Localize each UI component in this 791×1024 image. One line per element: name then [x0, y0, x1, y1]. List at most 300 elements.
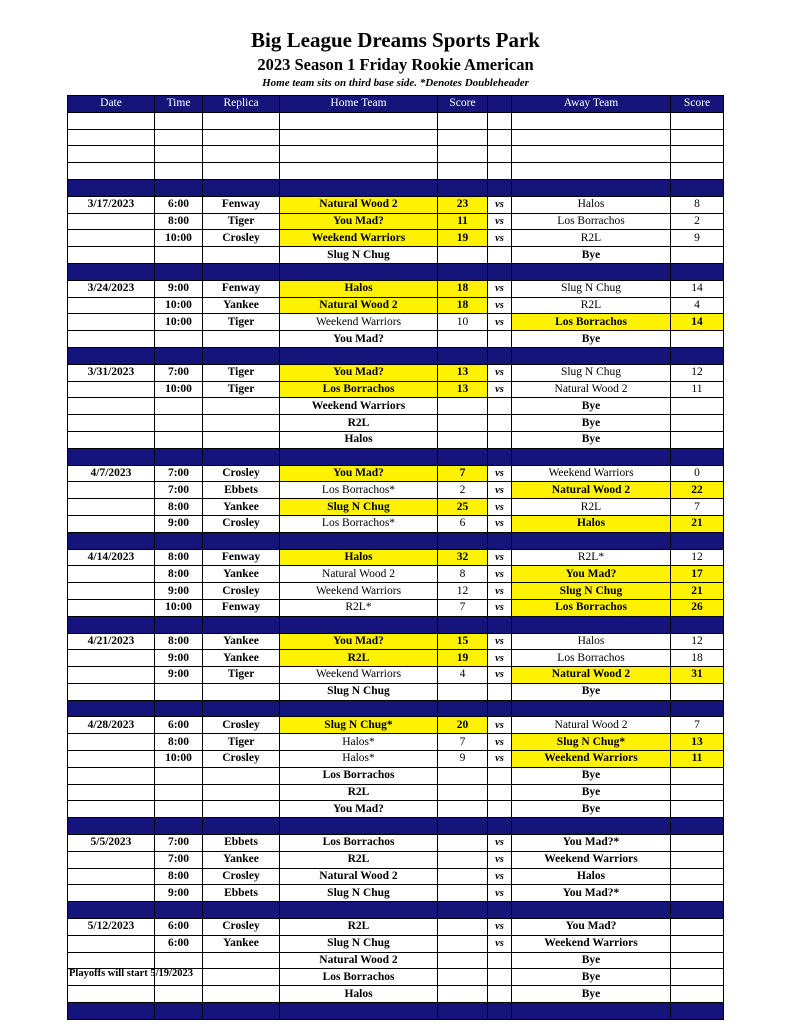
vs-cell: vs [488, 650, 512, 667]
away-score-cell: 4 [671, 297, 724, 314]
date-cell [68, 230, 155, 247]
away-score-cell [671, 431, 724, 448]
away-score-cell [671, 969, 724, 986]
home-score-cell [438, 331, 488, 348]
table-row [68, 633, 724, 650]
home-team-cell: Weekend Warriors [280, 398, 438, 415]
home-score-cell: 8 [438, 566, 488, 583]
date-cell [68, 868, 155, 885]
home-score-cell: 6 [438, 515, 488, 532]
home-team-cell: Weekend Warriors [280, 230, 438, 247]
away-score-cell [671, 683, 724, 700]
away-team-cell: Halos [512, 868, 671, 885]
home-score-cell [438, 885, 488, 902]
away-score-cell [671, 801, 724, 818]
vs-cell: vs [488, 196, 512, 213]
date-cell [68, 415, 155, 432]
home-score-cell [438, 163, 488, 180]
home-team-cell: Halos [280, 431, 438, 448]
time-cell [155, 431, 203, 448]
date-cell [68, 784, 155, 801]
home-team-cell: Slug N Chug [280, 499, 438, 516]
time-cell: 7:00 [155, 465, 203, 482]
col-home-score-header: Score [438, 96, 488, 113]
away-score-cell: 26 [671, 599, 724, 616]
away-score-cell: 2 [671, 213, 724, 230]
vs-cell: vs [488, 566, 512, 583]
time-cell [155, 683, 203, 700]
replica-cell [203, 952, 280, 969]
away-team-cell: Slug N Chug [512, 280, 671, 297]
table-row [68, 196, 724, 213]
home-score-cell: 23 [438, 196, 488, 213]
home-team-cell [280, 112, 438, 129]
replica-cell [203, 331, 280, 348]
replica-cell: Tiger [203, 213, 280, 230]
home-team-cell: Weekend Warriors [280, 667, 438, 684]
vs-cell [488, 767, 512, 784]
date-cell [68, 331, 155, 348]
vs-cell: vs [488, 851, 512, 868]
away-score-cell [671, 398, 724, 415]
away-team-cell: Bye [512, 986, 671, 1003]
vs-cell: vs [488, 515, 512, 532]
time-cell: 10:00 [155, 314, 203, 331]
replica-cell: Crosley [203, 465, 280, 482]
away-team-cell: Slug N Chug [512, 583, 671, 600]
table-row [68, 515, 724, 532]
away-team-cell: Bye [512, 683, 671, 700]
page-title: Big League Dreams Sports Park [251, 28, 540, 52]
home-team-cell: Los Borrachos [280, 835, 438, 852]
col-away-score-header: Score [671, 96, 724, 113]
home-score-cell: 4 [438, 667, 488, 684]
time-cell [155, 986, 203, 1003]
time-cell: 10:00 [155, 599, 203, 616]
vs-cell: vs [488, 280, 512, 297]
home-score-cell [438, 986, 488, 1003]
vs-cell: vs [488, 751, 512, 768]
replica-cell: Yankee [203, 935, 280, 952]
date-cell: 3/17/2023 [68, 196, 155, 213]
time-cell: 7:00 [155, 835, 203, 852]
vs-cell: vs [488, 885, 512, 902]
away-team-cell: You Mad?* [512, 885, 671, 902]
replica-cell: Yankee [203, 566, 280, 583]
home-score-cell [438, 112, 488, 129]
date-cell [68, 566, 155, 583]
home-score-cell: 15 [438, 633, 488, 650]
replica-cell: Fenway [203, 599, 280, 616]
home-team-cell: Natural Wood 2 [280, 952, 438, 969]
replica-cell: Fenway [203, 196, 280, 213]
time-cell: 8:00 [155, 633, 203, 650]
date-cell [68, 935, 155, 952]
replica-cell: Crosley [203, 751, 280, 768]
home-score-cell: 19 [438, 230, 488, 247]
playoffs-note: Playoffs will start 5/19/2023 [69, 968, 193, 979]
away-score-cell: 17 [671, 566, 724, 583]
replica-cell [203, 767, 280, 784]
vs-cell: vs [488, 734, 512, 751]
away-score-cell [671, 868, 724, 885]
away-score-cell [671, 767, 724, 784]
time-cell [155, 952, 203, 969]
away-team-cell: Bye [512, 398, 671, 415]
replica-cell: Tiger [203, 381, 280, 398]
table-row [68, 583, 724, 600]
replica-cell: Ebbets [203, 885, 280, 902]
replica-cell [203, 398, 280, 415]
home-team-cell: Los Borrachos [280, 767, 438, 784]
away-score-cell [671, 986, 724, 1003]
time-cell [155, 247, 203, 264]
vs-cell: vs [488, 364, 512, 381]
home-team-cell: Halos [280, 549, 438, 566]
table-row [68, 952, 724, 969]
home-team-cell: Los Borrachos [280, 381, 438, 398]
away-score-cell: 14 [671, 314, 724, 331]
date-cell [68, 499, 155, 516]
vs-cell [488, 952, 512, 969]
home-team-cell: R2L [280, 851, 438, 868]
away-team-cell: R2L [512, 230, 671, 247]
date-cell: 4/7/2023 [68, 465, 155, 482]
vs-cell [488, 112, 512, 129]
week-separator [68, 616, 724, 633]
home-team-cell: You Mad? [280, 465, 438, 482]
home-team-cell: Los Borrachos [280, 969, 438, 986]
table-row [68, 885, 724, 902]
home-team-cell: R2L [280, 784, 438, 801]
away-score-cell: 7 [671, 717, 724, 734]
week-separator [68, 902, 724, 919]
away-team-cell: R2L [512, 499, 671, 516]
date-cell [68, 767, 155, 784]
home-team-cell: You Mad? [280, 331, 438, 348]
vs-cell: vs [488, 667, 512, 684]
replica-cell: Crosley [203, 583, 280, 600]
col-home-team-header: Home Team [280, 96, 438, 113]
away-score-cell: 31 [671, 667, 724, 684]
away-score-cell: 0 [671, 465, 724, 482]
away-score-cell [671, 784, 724, 801]
table-row [68, 734, 724, 751]
vs-cell [488, 398, 512, 415]
home-team-cell: Natural Wood 2 [280, 196, 438, 213]
away-score-cell: 9 [671, 230, 724, 247]
time-cell: 9:00 [155, 667, 203, 684]
table-row [68, 146, 724, 163]
away-score-cell [671, 851, 724, 868]
home-team-cell: R2L [280, 415, 438, 432]
away-score-cell: 7 [671, 499, 724, 516]
time-cell [155, 767, 203, 784]
away-team-cell: Bye [512, 415, 671, 432]
vs-cell: vs [488, 482, 512, 499]
time-cell: 9:00 [155, 583, 203, 600]
date-cell [68, 986, 155, 1003]
time-cell [155, 146, 203, 163]
replica-cell: Yankee [203, 297, 280, 314]
home-score-cell: 10 [438, 314, 488, 331]
home-team-cell: Weekend Warriors [280, 583, 438, 600]
col-replica-header: Replica [203, 96, 280, 113]
vs-cell [488, 784, 512, 801]
home-team-cell: Slug N Chug* [280, 717, 438, 734]
replica-cell: Tiger [203, 364, 280, 381]
home-team-cell: Slug N Chug [280, 935, 438, 952]
time-cell [155, 163, 203, 180]
table-row [68, 683, 724, 700]
week-separator [68, 347, 724, 364]
time-cell: 8:00 [155, 549, 203, 566]
vs-cell: vs [488, 717, 512, 734]
away-team-cell: Natural Wood 2 [512, 482, 671, 499]
vs-cell: vs [488, 919, 512, 936]
home-score-cell [438, 415, 488, 432]
away-team-cell: Slug N Chug [512, 364, 671, 381]
replica-cell: Yankee [203, 650, 280, 667]
vs-cell [488, 801, 512, 818]
date-cell: 5/5/2023 [68, 835, 155, 852]
time-cell: 7:00 [155, 851, 203, 868]
table-row [68, 297, 724, 314]
schedule-body [68, 112, 724, 1019]
replica-cell [203, 431, 280, 448]
date-cell [68, 314, 155, 331]
replica-cell: Crosley [203, 717, 280, 734]
table-row [68, 482, 724, 499]
home-score-cell: 7 [438, 465, 488, 482]
date-cell [68, 163, 155, 180]
time-cell [155, 415, 203, 432]
date-cell [68, 650, 155, 667]
away-score-cell [671, 835, 724, 852]
home-team-cell: Slug N Chug [280, 247, 438, 264]
home-team-cell [280, 163, 438, 180]
replica-cell: Crosley [203, 868, 280, 885]
away-score-cell [671, 331, 724, 348]
away-score-cell [671, 415, 724, 432]
replica-cell [203, 415, 280, 432]
home-score-cell [438, 683, 488, 700]
home-team-cell: Halos [280, 280, 438, 297]
vs-cell [488, 146, 512, 163]
replica-cell: Tiger [203, 667, 280, 684]
vs-cell: vs [488, 583, 512, 600]
table-row [68, 549, 724, 566]
home-score-cell [438, 935, 488, 952]
home-score-cell: 11 [438, 213, 488, 230]
table-row [68, 650, 724, 667]
home-team-cell [280, 129, 438, 146]
home-score-cell [438, 969, 488, 986]
time-cell: 9:00 [155, 515, 203, 532]
away-team-cell: Los Borrachos [512, 213, 671, 230]
week-separator [68, 1003, 724, 1020]
home-score-cell [438, 784, 488, 801]
away-team-cell [512, 163, 671, 180]
table-row [68, 784, 724, 801]
replica-cell [203, 247, 280, 264]
away-team-cell: Halos [512, 633, 671, 650]
replica-cell: Crosley [203, 919, 280, 936]
vs-cell: vs [488, 868, 512, 885]
time-cell [155, 801, 203, 818]
time-cell: 9:00 [155, 885, 203, 902]
time-cell: 8:00 [155, 734, 203, 751]
vs-cell: vs [488, 465, 512, 482]
away-team-cell: Bye [512, 331, 671, 348]
away-team-cell: Natural Wood 2 [512, 717, 671, 734]
home-team-cell: Los Borrachos* [280, 482, 438, 499]
home-score-cell: 32 [438, 549, 488, 566]
away-team-cell: Halos [512, 515, 671, 532]
home-score-cell: 12 [438, 583, 488, 600]
time-cell: 6:00 [155, 196, 203, 213]
home-team-cell: You Mad? [280, 213, 438, 230]
replica-cell: Crosley [203, 230, 280, 247]
home-score-cell: 2 [438, 482, 488, 499]
table-row [68, 431, 724, 448]
away-score-cell: 13 [671, 734, 724, 751]
home-team-cell: Halos* [280, 734, 438, 751]
time-cell: 10:00 [155, 297, 203, 314]
home-score-cell [438, 398, 488, 415]
table-row [68, 415, 724, 432]
vs-cell: vs [488, 230, 512, 247]
home-score-cell: 9 [438, 751, 488, 768]
home-score-cell [438, 146, 488, 163]
table-row [68, 667, 724, 684]
replica-cell: Crosley [203, 515, 280, 532]
vs-cell [488, 129, 512, 146]
vs-cell: vs [488, 549, 512, 566]
away-score-cell: 12 [671, 549, 724, 566]
away-score-cell: 11 [671, 381, 724, 398]
replica-cell: Yankee [203, 499, 280, 516]
week-separator [68, 448, 724, 465]
table-row [68, 566, 724, 583]
away-team-cell: Los Borrachos [512, 599, 671, 616]
away-score-cell: 18 [671, 650, 724, 667]
replica-cell [203, 801, 280, 818]
table-row [68, 751, 724, 768]
home-score-cell: 18 [438, 297, 488, 314]
home-team-cell: Slug N Chug [280, 885, 438, 902]
date-cell [68, 247, 155, 264]
table-row [68, 465, 724, 482]
time-cell [155, 398, 203, 415]
date-cell [68, 851, 155, 868]
time-cell [155, 784, 203, 801]
away-team-cell: Halos [512, 196, 671, 213]
home-score-cell [438, 431, 488, 448]
replica-cell [203, 129, 280, 146]
home-team-cell [280, 146, 438, 163]
vs-cell: vs [488, 381, 512, 398]
vs-cell: vs [488, 599, 512, 616]
week-separator [68, 700, 724, 717]
replica-cell: Yankee [203, 851, 280, 868]
date-cell: 3/24/2023 [68, 280, 155, 297]
time-cell: 10:00 [155, 381, 203, 398]
away-score-cell [671, 952, 724, 969]
time-cell: 6:00 [155, 935, 203, 952]
replica-cell [203, 112, 280, 129]
replica-cell: Ebbets [203, 835, 280, 852]
date-cell: 4/14/2023 [68, 549, 155, 566]
away-team-cell: Bye [512, 247, 671, 264]
date-cell [68, 683, 155, 700]
table-row [68, 935, 724, 952]
replica-cell: Tiger [203, 314, 280, 331]
time-cell: 10:00 [155, 751, 203, 768]
col-vs-header [488, 96, 512, 113]
time-cell: 8:00 [155, 868, 203, 885]
away-team-cell: Bye [512, 784, 671, 801]
date-cell: 4/28/2023 [68, 717, 155, 734]
home-score-cell: 19 [438, 650, 488, 667]
table-row [68, 868, 724, 885]
home-team-cell: You Mad? [280, 801, 438, 818]
away-score-cell [671, 146, 724, 163]
week-separator [68, 179, 724, 196]
date-cell [68, 129, 155, 146]
away-team-cell: Weekend Warriors [512, 851, 671, 868]
away-score-cell [671, 919, 724, 936]
home-team-cell: Natural Wood 2 [280, 868, 438, 885]
home-team-cell: R2L* [280, 599, 438, 616]
date-cell: 3/31/2023 [68, 364, 155, 381]
date-cell [68, 482, 155, 499]
home-team-cell: Natural Wood 2 [280, 297, 438, 314]
home-score-cell: 20 [438, 717, 488, 734]
home-score-cell: 25 [438, 499, 488, 516]
away-team-cell: R2L [512, 297, 671, 314]
header-note: Home team sits on third base side. *Denotes Doubleheader [262, 77, 529, 89]
date-cell [68, 751, 155, 768]
home-team-cell: Slug N Chug [280, 683, 438, 700]
time-cell: 9:00 [155, 650, 203, 667]
time-cell: 6:00 [155, 919, 203, 936]
table-row [68, 112, 724, 129]
date-cell [68, 515, 155, 532]
home-score-cell [438, 952, 488, 969]
replica-cell: Tiger [203, 734, 280, 751]
home-team-cell: Halos [280, 986, 438, 1003]
table-row [68, 499, 724, 516]
week-separator [68, 818, 724, 835]
table-row [68, 331, 724, 348]
away-score-cell: 14 [671, 280, 724, 297]
table-row [68, 835, 724, 852]
date-cell [68, 667, 155, 684]
away-team-cell: Slug N Chug* [512, 734, 671, 751]
away-team-cell: Weekend Warriors [512, 465, 671, 482]
replica-cell [203, 146, 280, 163]
replica-cell [203, 969, 280, 986]
time-cell: 8:00 [155, 499, 203, 516]
vs-cell [488, 431, 512, 448]
away-score-cell: 12 [671, 364, 724, 381]
header-row [68, 96, 724, 113]
away-score-cell [671, 885, 724, 902]
date-cell [68, 112, 155, 129]
vs-cell: vs [488, 213, 512, 230]
away-team-cell: Bye [512, 767, 671, 784]
